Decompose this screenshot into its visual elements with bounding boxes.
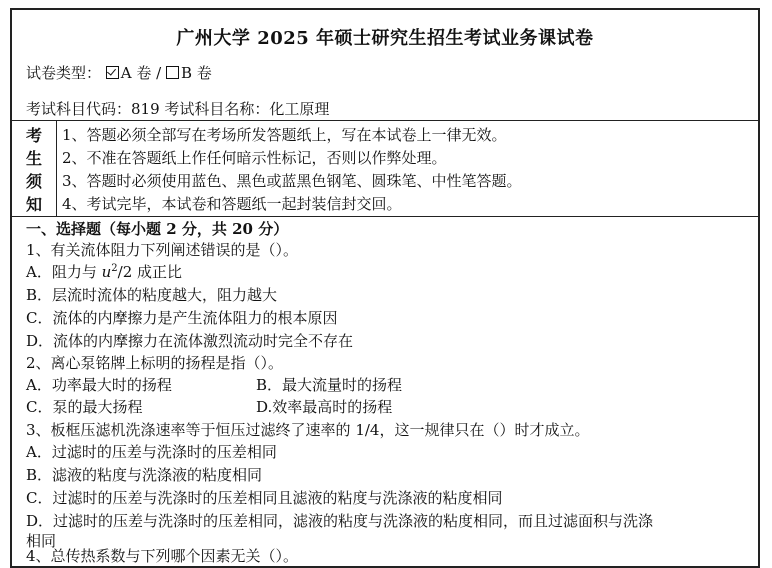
notice-side-char: 考 xyxy=(25,126,42,145)
option-c: C．流体的内摩擦力是产生流体阻力的根本原因 xyxy=(26,309,338,327)
option-a: A．过滤时的压差与洗涤时的压差相同 xyxy=(26,443,277,461)
notice-item: 1、答题必须全部写在考场所发答题纸上，写在本试卷上一律无效。 xyxy=(62,126,507,144)
notice-side-char: 须 xyxy=(25,172,42,191)
option-a-suffix: /2 成正比 xyxy=(117,263,183,281)
exam-paper xyxy=(10,8,760,568)
option-a-prefix: A．阻力与 xyxy=(26,263,102,281)
subject-line: 考试科目代码：819 考试科目名称：化工原理 xyxy=(26,100,330,118)
question-stem: 2、离心泵铭牌上标明的扬程是指（）。 xyxy=(26,354,284,372)
notice-table xyxy=(12,120,758,217)
notice-side-char: 生 xyxy=(25,149,42,168)
option-c: C．过滤时的压差与洗涤时的压差相同且滤液的粘度与洗涤液的粘度相同 xyxy=(26,489,503,507)
notice-item: 2、不准在答题纸上作任何暗示性标记，否则以作弊处理。 xyxy=(62,149,447,167)
option-b: B．层流时流体的粘度越大，阻力越大 xyxy=(26,286,278,304)
notice-side-char: 知 xyxy=(25,195,42,214)
option-b: B．滤液的粘度与洗涤液的粘度相同 xyxy=(26,466,263,484)
checked-box-icon xyxy=(106,66,119,79)
option-d-continued: 相同 xyxy=(26,532,57,550)
velocity-var: u xyxy=(101,263,112,281)
exponent: 2 xyxy=(111,263,118,274)
question-stem: 3、板框压滤机洗涤速率等于恒压过滤终了速率的 1/4，这一规律只在（）时才成立。 xyxy=(26,421,590,439)
notice-item: 4、考试完毕，本试卷和答题纸一起封装信封交回。 xyxy=(62,195,402,213)
option-d: D．流体的内摩擦力在流体激烈流动时完全不存在 xyxy=(26,332,354,350)
option-b-text: B．最大流量时的扬程 xyxy=(256,376,403,394)
option-c-text: C．泵的最大扬程 xyxy=(26,398,143,416)
notice-side-column xyxy=(12,121,57,216)
question-stem: 4、总传热系数与下列哪个因素无关（）。 xyxy=(26,547,299,565)
option-a xyxy=(26,261,182,282)
empty-box-icon xyxy=(166,66,179,79)
notice-item: 3、答题时必须使用蓝色、黑色或蓝黑色钢笔、圆珠笔、中性笔答题。 xyxy=(62,172,522,190)
exam-title: 广州大学 2025 年硕士研究生招生考试业务课试卷 xyxy=(176,28,594,49)
question-stem: 1、有关流体阻力下列阐述错误的是（）。 xyxy=(26,241,299,259)
option-a-text: A．功率最大时的扬程 xyxy=(26,376,172,394)
paper-type-label: 试卷类型： xyxy=(26,64,102,82)
option-c xyxy=(26,396,393,417)
option-d-text: D.效率最高时的扬程 xyxy=(256,398,393,416)
option-d: D．过滤时的压差与洗涤时的压差相同，滤液的粘度与洗涤液的粘度相同，而且过滤面积与洗涤 xyxy=(26,512,654,530)
option-a xyxy=(26,374,403,395)
paper-type-a: A 卷 / xyxy=(120,64,166,82)
paper-type-b: B 卷 xyxy=(181,64,212,82)
section-heading: 一、选择题（每小题 2 分，共 20 分） xyxy=(26,220,289,238)
paper-type-line xyxy=(26,62,212,83)
